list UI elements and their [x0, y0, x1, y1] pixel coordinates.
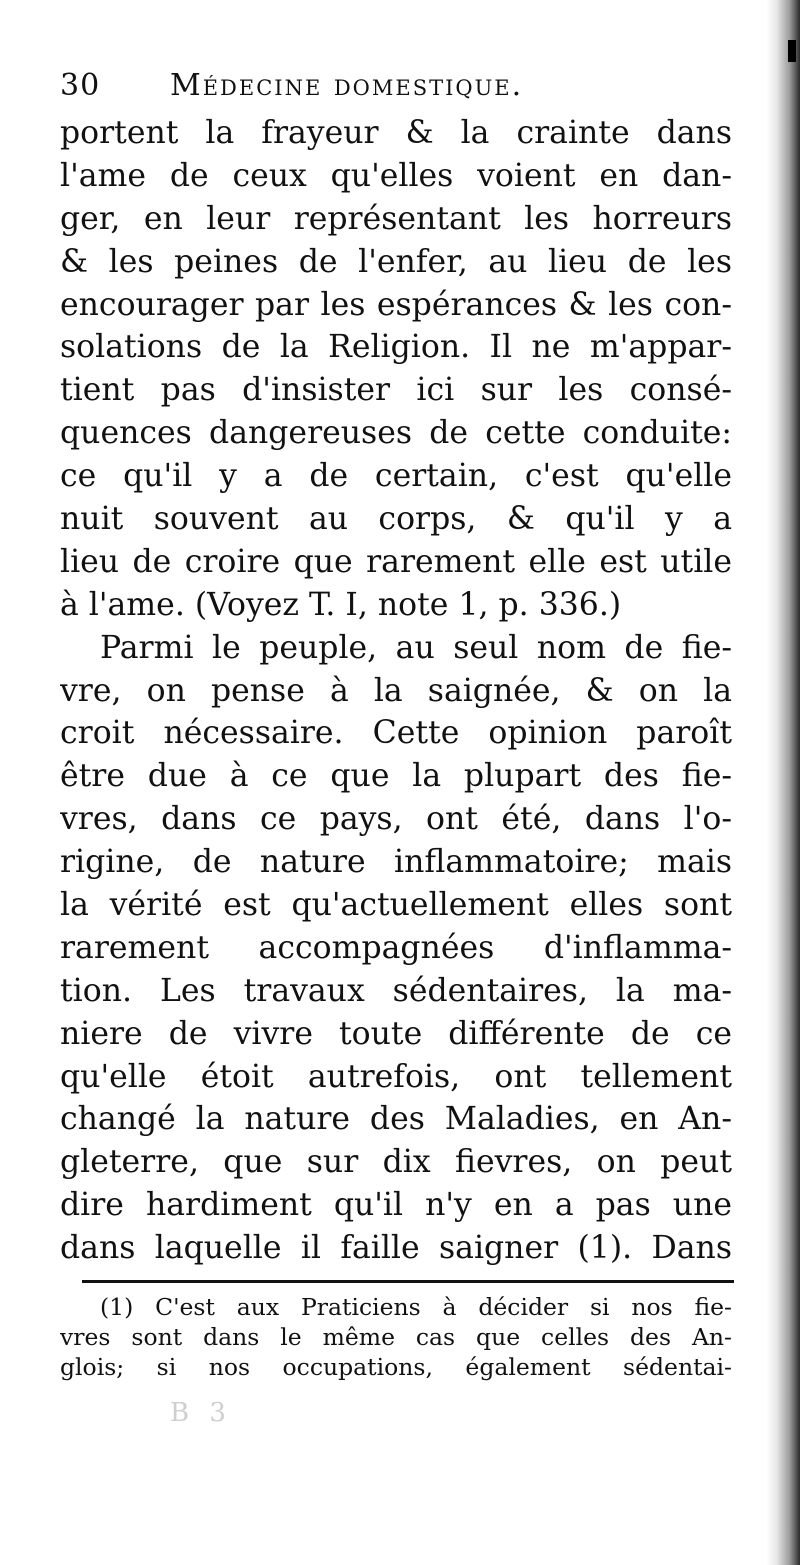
text-line: changé la nature des Maladies, en An-: [60, 1101, 732, 1138]
text-line: croit nécessaire. Cette opinion paroît: [60, 715, 732, 752]
page-edge-shadow: [766, 0, 800, 1565]
text-line: ger, en leur représentant les horreurs: [60, 200, 732, 237]
text-line: rarement accompagnées d'inflamma-: [60, 929, 732, 966]
signature-mark: B 3: [170, 1398, 232, 1428]
text-line: ce qu'il y a de certain, c'est qu'elle: [60, 458, 732, 495]
text-line: nuit souvent au corps, & qu'il y a: [60, 501, 732, 538]
edge-mark: [788, 40, 796, 62]
running-title: Médecine domestique.: [170, 68, 524, 103]
text-line: à l'ame. (Voyez T. I, note 1, p. 336.): [60, 586, 622, 623]
text-line: dire hardiment qu'il n'y en a pas une: [60, 1187, 732, 1224]
text-line: l'ame de ceux qu'elles voient en dan-: [60, 157, 732, 194]
page-number: 30: [60, 68, 101, 103]
text-line: encourager par les espérances & les con-: [60, 286, 732, 323]
footnote-line: (1) C'est aux Praticiens à décider si nos fie-: [100, 1293, 732, 1321]
text-line: vre, on pense à la saignée, & on la: [60, 672, 732, 709]
text-line: tient pas d'insister ici sur les consé-: [60, 372, 732, 409]
text-line: niere de vivre toute différente de ce: [60, 1015, 732, 1052]
text-line: la vérité est qu'actuellement elles sont: [60, 887, 732, 924]
text-line: tion. Les travaux sédentaires, la ma-: [60, 972, 732, 1009]
footnote-line: glois; si nos occupations, également sédentai-: [60, 1353, 732, 1381]
text-line: & les peines de l'enfer, au lieu de les: [60, 243, 732, 280]
text-line: vres, dans ce pays, ont été, dans l'o-: [60, 801, 732, 838]
text-line: être due à ce que la plupart des fie-: [60, 758, 732, 795]
text-line: quences dangereuses de cette conduite:: [60, 415, 732, 452]
text-line: qu'elle étoit autrefois, ont tellement: [60, 1058, 732, 1095]
text-line: portent la frayeur & la crainte dans: [60, 115, 732, 151]
text-line: lieu de croire que rarement elle est utile: [60, 543, 732, 580]
text-line: solations de la Religion. Il ne m'appar-: [60, 329, 732, 366]
footnote: [60, 1292, 732, 1382]
body-text: [60, 112, 732, 1270]
running-head: [60, 68, 740, 108]
paragraph-start-line: Parmi le peuple, au seul nom de fie-: [100, 629, 732, 666]
text-line: gleterre, que sur dix fievres, on peut: [60, 1144, 732, 1181]
footnote-line: vres sont dans le même cas que celles des An-: [60, 1323, 732, 1351]
footnote-rule: [82, 1280, 734, 1283]
text-line: dans laquelle il faille saigner (1). Dans: [60, 1230, 732, 1267]
text-line: rigine, de nature inflammatoire; mais: [60, 844, 732, 881]
